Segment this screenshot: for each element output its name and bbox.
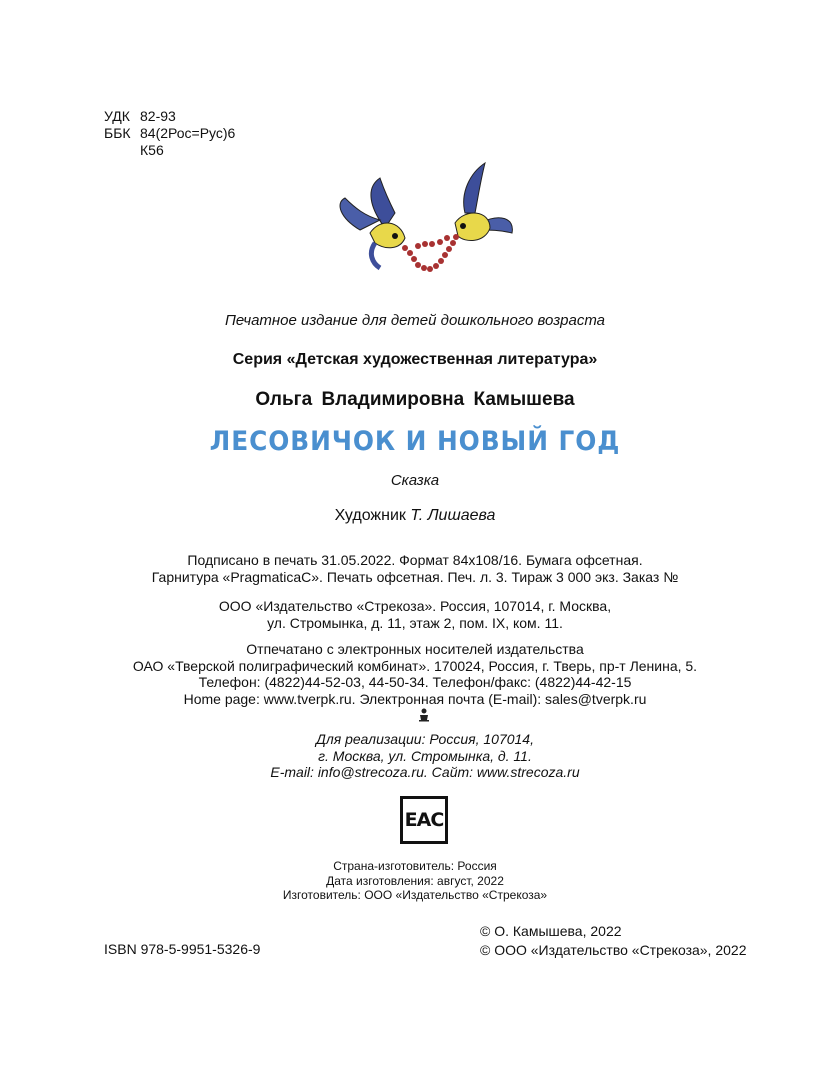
- illustrator-line: [0, 507, 830, 525]
- birds-illustration: [330, 158, 520, 288]
- udk-row: УДК 82-93: [104, 108, 176, 124]
- printer-info: Отпечатано с электронных носителей издательства ОАО «Тверской полиграфический комбинат». 170024, Россия, г. Тверь, пр-т Ленина, 5. Телефон: (4822)44-52-03, 44-50-34. Телефон/факс: (4822)44-42-15 Home page: www.tverpk.ru. Электронная почта (E-mail): sales@tverpk.ru: [132, 641, 698, 707]
- book-title: ЛЕСОВИЧОК И НОВЫЙ ГОД: [209, 426, 621, 457]
- eac-mark: EAC: [400, 796, 448, 844]
- bbk-row: ББК 84(2Рос=Рус)6: [104, 125, 236, 141]
- manufacture-info: Страна-изготовитель: Россия Дата изготовления: август, 2022 Изготовитель: ООО «Издательство «Стрекоза»: [282, 859, 548, 902]
- publisher-info: ООО «Издательство «Стрекоза». Россия, 107014, г. Москва, ул. Стромынка, д. 11, этаж 2, пом. IX, ком. 11.: [218, 598, 612, 631]
- copyright: © О. Камышева, 2022 © ООО «Издательство «Стрекоза», 2022: [480, 923, 747, 958]
- author-name: Ольга Владимировна Камышева: [255, 389, 575, 410]
- illustrator-name: Т. Лишаева: [410, 507, 496, 524]
- series-line: Серия «Детская художественная литература»: [232, 351, 598, 368]
- isbn: ISBN 978-5-9951-5326-9: [104, 941, 261, 957]
- sales-info: Для реализации: Россия, 107014, г. Москва, ул. Стромынка, д. 11. E-mail: info@strecoza.ru. Сайт: www.strecoza.ru: [270, 731, 580, 780]
- audience-line: Печатное издание для детей дошкольного возраста: [224, 312, 606, 329]
- print-info: Подписано в печать 31.05.2022. Формат 84x108/16. Бумага офсетная. Гарнитура «PragmaticaC». Печать офсетная. Печ. л. 3. Тираж 3 000 экз. Заказ №: [151, 552, 679, 585]
- author-mark-row: К56: [140, 142, 164, 158]
- genre-line: Сказка: [390, 472, 440, 489]
- library-codes: [104, 108, 235, 159]
- illustrator-label: Художник: [334, 507, 406, 524]
- printer-logo-icon: [418, 708, 430, 722]
